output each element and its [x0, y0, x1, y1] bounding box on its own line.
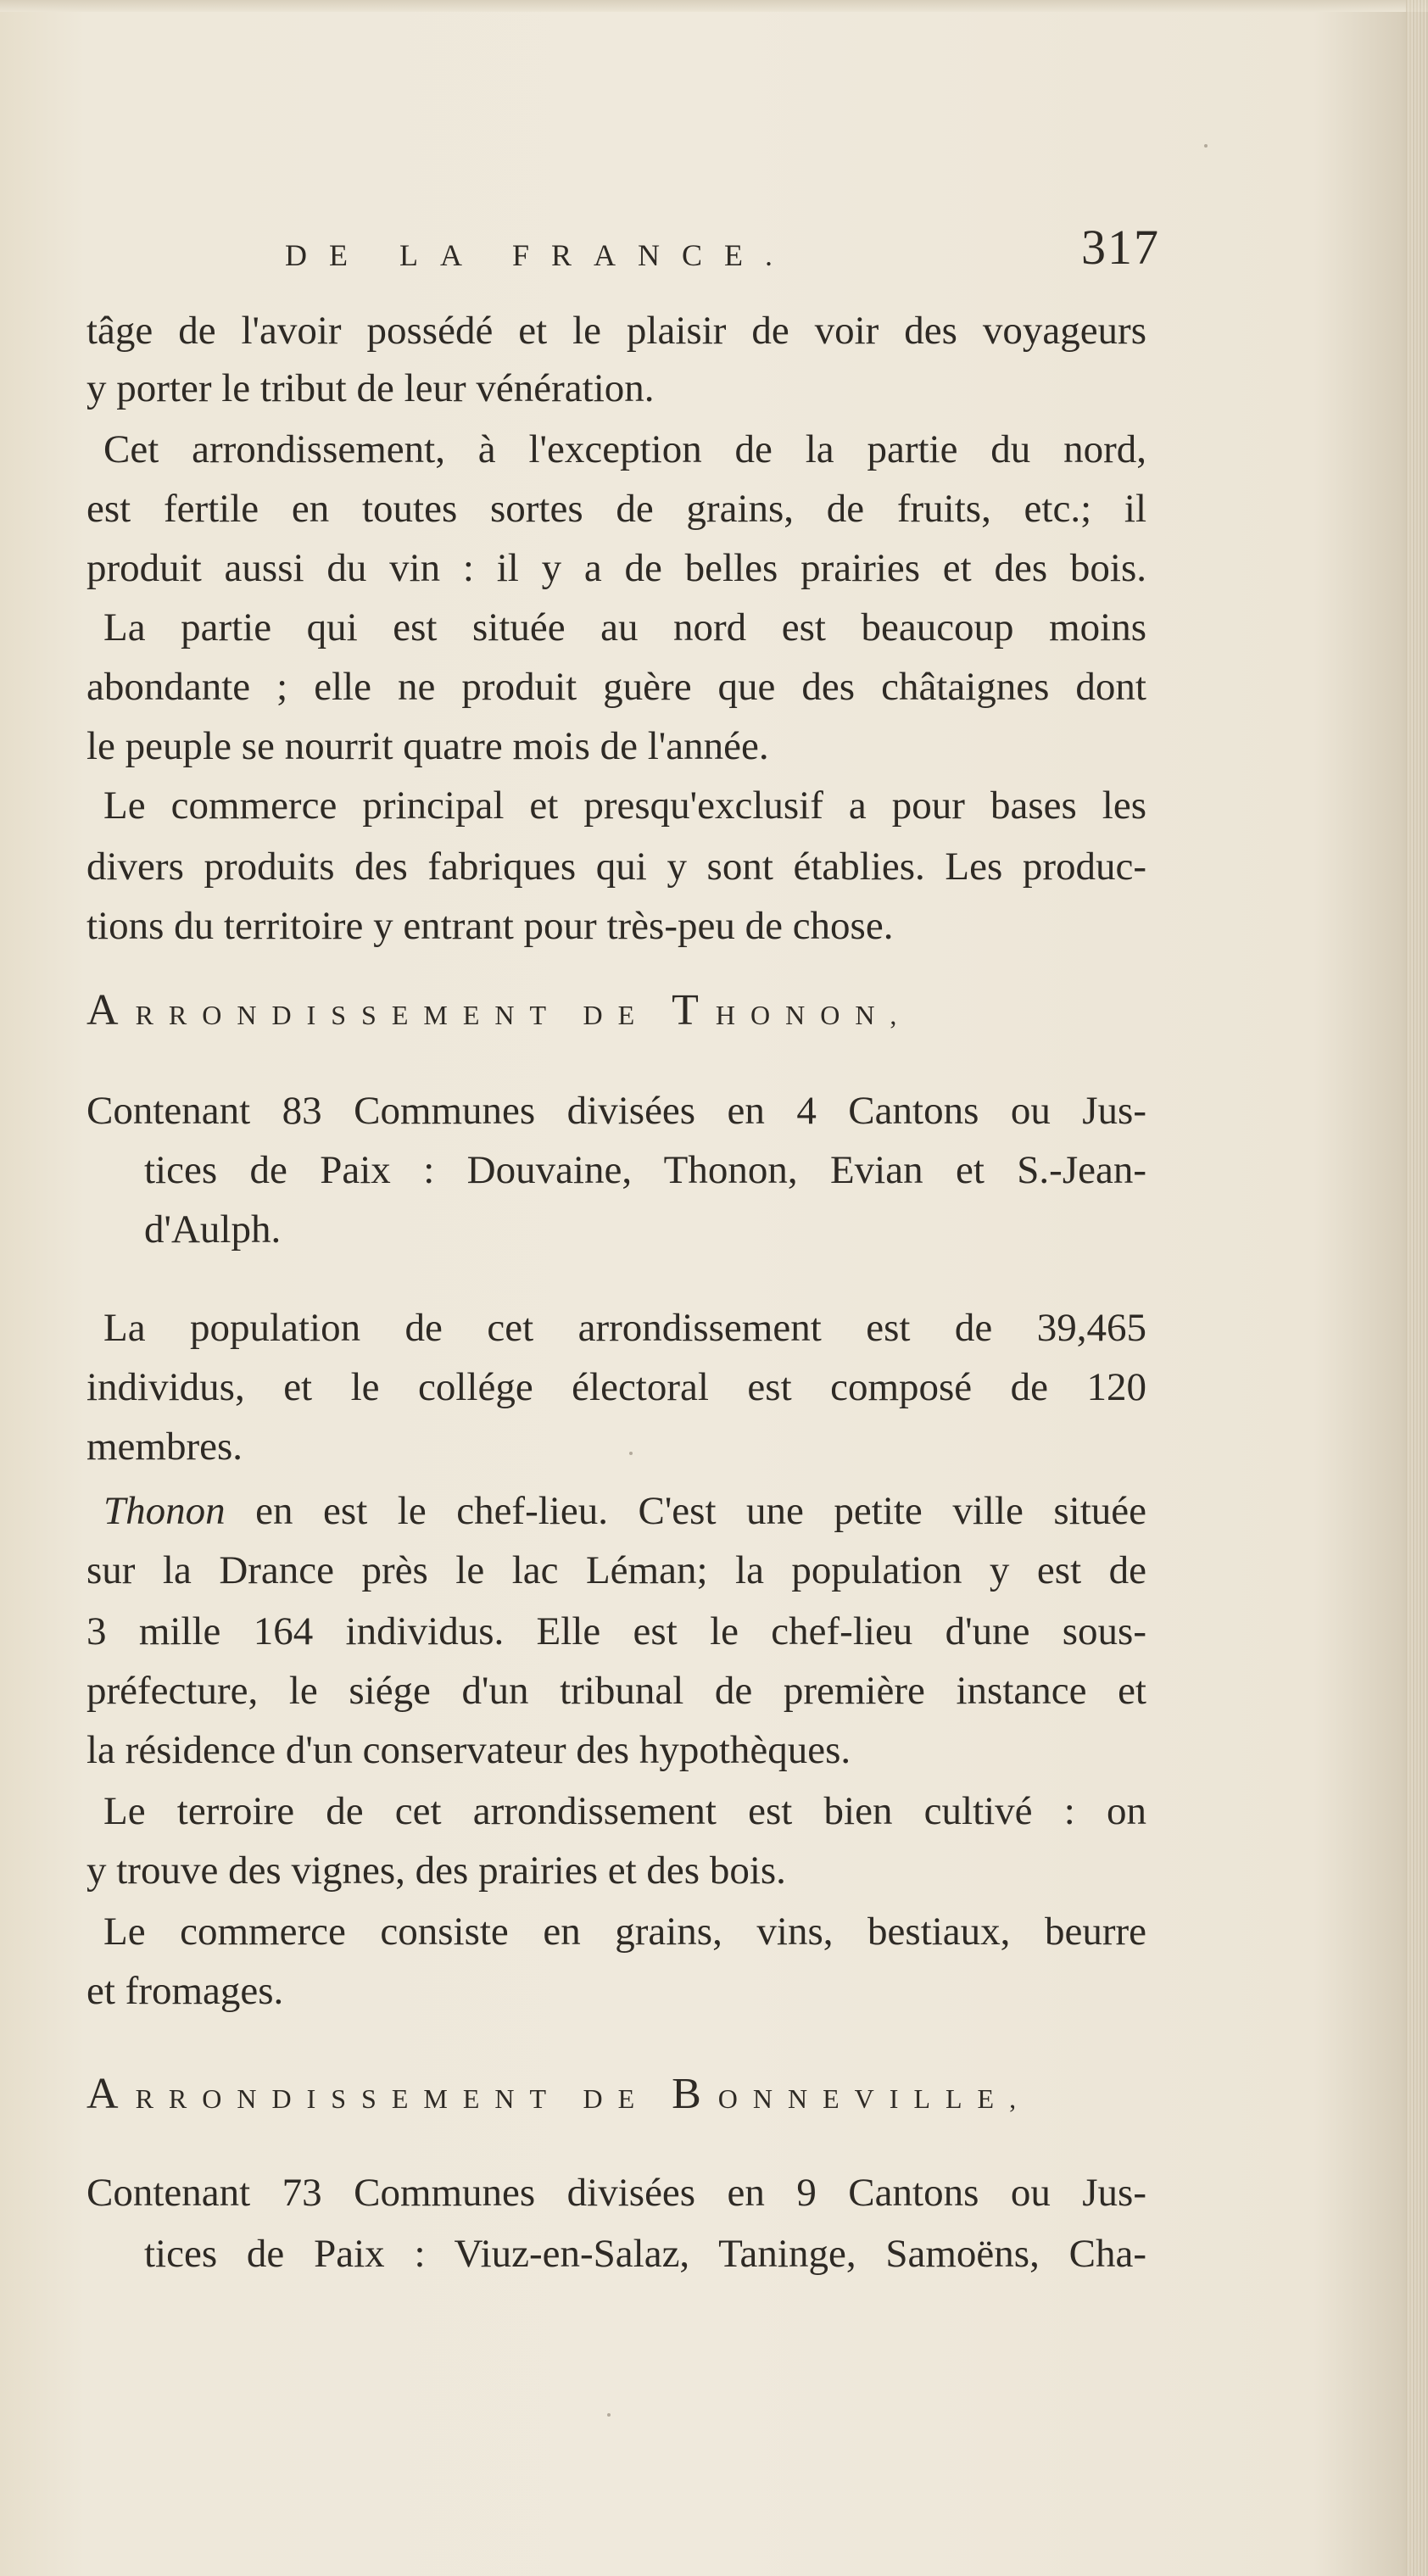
text-line: individus, et le collége électoral est composé de 120 [86, 1365, 1146, 1409]
text-line: tices de Paix : Douvaine, Thonon, Evian et S.-Jean- [144, 1148, 1146, 1192]
heading-word: HONON, [715, 1000, 912, 1030]
heading-word: ONNEVILLE, [717, 2083, 1032, 2114]
text-line: 3 mille 164 individus. Elle est le chef-lieu d'une sous- [86, 1609, 1146, 1653]
text-line: y porter le tribut de leur vénération. [86, 366, 655, 410]
text-line: produit aussi du vin : il y a de belles prairies et des bois. [86, 546, 1146, 590]
text-line: tions du territoire y entrant pour très-peu de chose. [86, 904, 894, 948]
text-line: Contenant 83 Communes divisées en 4 Cantons ou Jus- [86, 1089, 1146, 1133]
text-line: Le commerce consiste en grains, vins, bestiaux, beurre [103, 1910, 1146, 1954]
page-number: 317 [1081, 220, 1160, 275]
text-line: divers produits des fabriques qui y sont établies. Les produc- [86, 845, 1146, 889]
heading-initial: B [672, 2070, 718, 2118]
text-line: Le commerce principal et presqu'exclusif a pour bases les [103, 783, 1146, 828]
place-name: Thonon [103, 1489, 226, 1533]
page-header [285, 219, 1160, 287]
text-line [103, 1486, 1146, 1536]
section-heading-thonon [86, 985, 1146, 1040]
text-line: y trouve des vignes, des prairies et des bois. [86, 1848, 786, 1893]
heading-initial: A [86, 2070, 136, 2118]
text-line: La population de cet arrondissement est de 39,465 [103, 1306, 1146, 1350]
paper-speck [629, 1452, 633, 1455]
text-line: la résidence d'un conservateur des hypothèques. [86, 1728, 851, 1772]
text-line: tâge de l'avoir possédé et le plaisir de voir des voyageurs [86, 309, 1146, 353]
heading-word: RRONDISSEMENT DE [135, 2083, 672, 2114]
heading-initial: A [86, 986, 136, 1034]
running-title: DE LA FRANCE. [285, 238, 795, 272]
text-line: est fertile en toutes sortes de grains, de fruits, etc.; il [86, 487, 1146, 531]
page-fore-edge [1406, 0, 1428, 2576]
text-line: le peuple se nourrit quatre mois de l'année. [86, 724, 769, 768]
text-line: La partie qui est située au nord est beaucoup moins [103, 605, 1146, 650]
text-line: préfecture, le siége d'un tribunal de première instance et [86, 1669, 1146, 1713]
text-line: tices de Paix : Viuz-en-Salaz, Taninge, Samoëns, Cha- [144, 2232, 1146, 2276]
page-top-edge [0, 0, 1428, 12]
paper-speck [607, 2413, 611, 2417]
heading-word: RRONDISSEMENT DE [135, 1000, 672, 1030]
text-line: abondante ; elle ne produit guère que des châtaignes dont [86, 665, 1146, 709]
text-line: Contenant 73 Communes divisées en 9 Cantons ou Jus- [86, 2171, 1146, 2215]
text-run: en est le chef-lieu. C'est une petite ville située [225, 1489, 1146, 1533]
text-line: Le terroire de cet arrondissement est bien cultivé : on [103, 1789, 1146, 1833]
text-line: Cet arrondissement, à l'exception de la partie du nord, [103, 427, 1146, 471]
text-line: d'Aulph. [144, 1207, 282, 1252]
text-line: et fromages. [86, 1969, 284, 2013]
heading-initial: T [672, 986, 716, 1034]
section-heading-bonneville [86, 2069, 1146, 2124]
text-line: sur la Drance près le lac Léman; la population y est de [86, 1548, 1146, 1592]
text-line: membres. [86, 1425, 243, 1469]
paper-speck [1204, 144, 1208, 148]
